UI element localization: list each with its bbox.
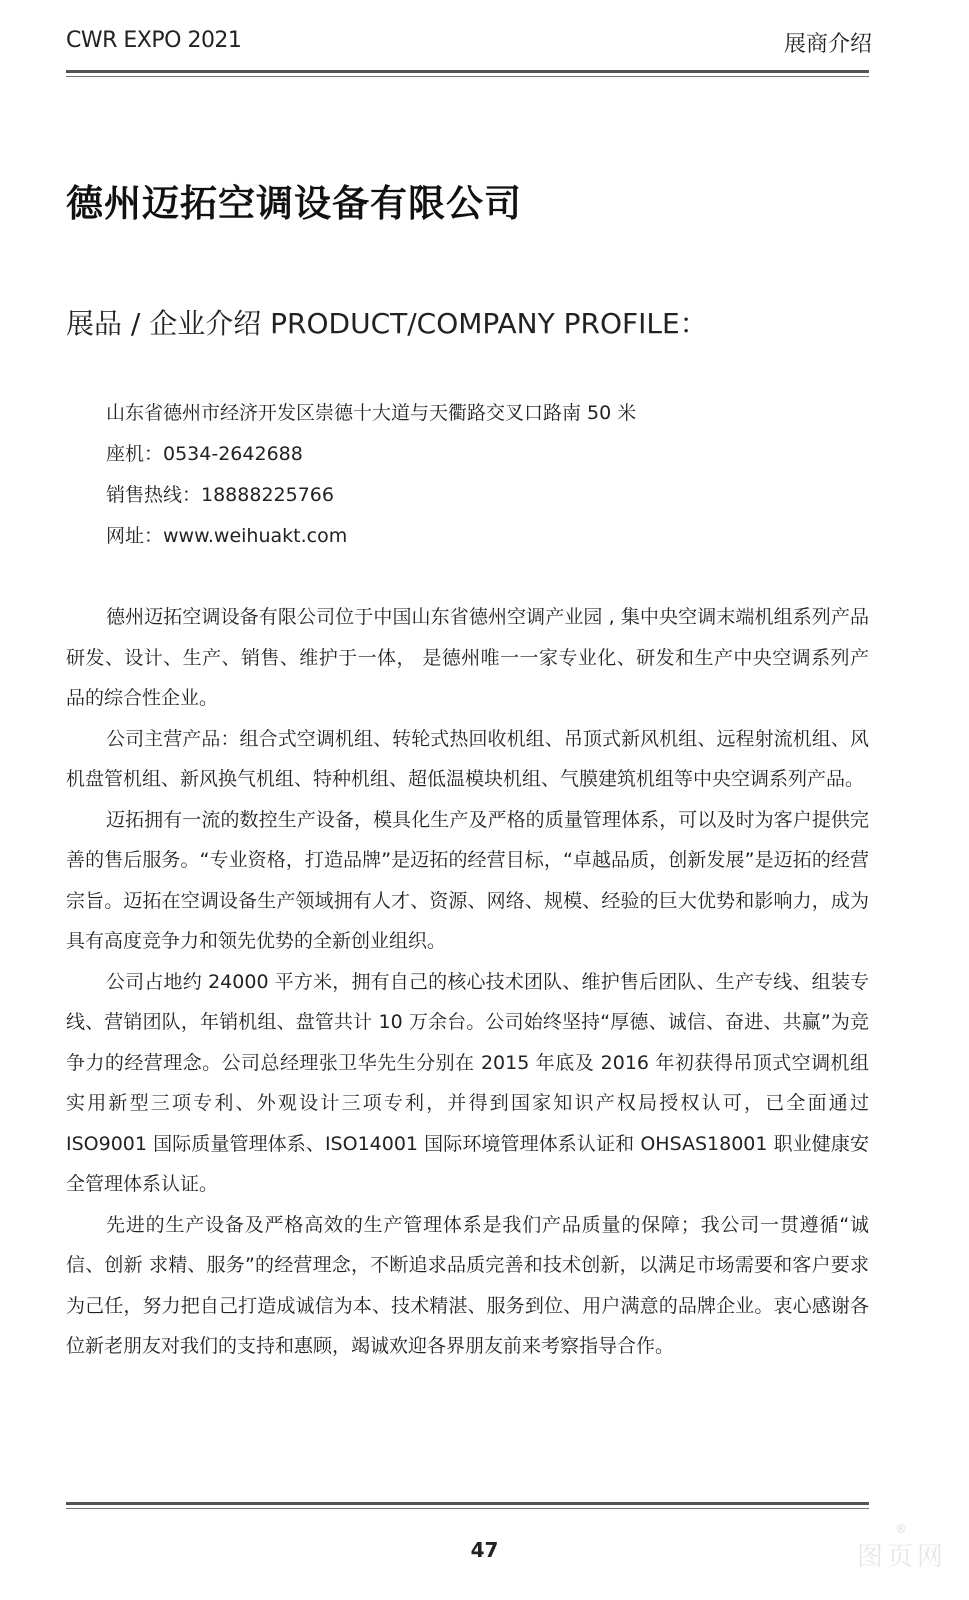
profile-paragraph: 先进的生产设备及严格高效的生产管理体系是我们产品质量的保障；我公司一贯遵循“诚信、创新 求精、服务”的经营理念，不断追求品质完善和技术创新，以满足市场需要和客户要求为己任，努力把自己打造成诚信为本、技术精湛、服务到位、用户满意的品牌企业。衷心感谢各位新老朋友对我们的支持和惠顾，竭诚欢迎各界朋友前来考察指导合作。 bbox=[66, 1213, 869, 1357]
profile-paragraph: 公司主营产品：组合式空调机组、转轮式热回收机组、吊顶式新风机组、远程射流机组、风机盘管机组、新风换气机组、特种机组、超低温模块机组、气膜建筑机组等中央空调系列产品。 bbox=[66, 727, 869, 790]
page-number: 47 bbox=[470, 1538, 499, 1562]
watermark-registered-mark: ® bbox=[895, 1522, 907, 1536]
profile-paragraph: 公司占地约 24000 平方米，拥有自己的核心技术团队、维护售后团队、生产专线、组装专线、营销团队，年销机组、盘管共计 10 万余台。公司始终坚持“厚德、诚信、奋进、共赢”为竞争力的经营理念。公司总经理张卫华先生分别在 2015 年底及 2016 年初获得吊顶式空调机组实用新型三项专利、外观设计三项专利，并得到国家知识产权局授权认可，已全面通过 ISO9001 国际质量管理体系、ISO14001 国际环境管理体系认证和 OHSAS18001 职业健康安全管理体系认证。 bbox=[66, 970, 869, 1195]
profile-paragraph: 德州迈拓空调设备有限公司位于中国山东省德州空调产业园 , 集中央空调末端机组系列产品研发、设计、生产、销售、维护于一体， 是德州唯一一家专业化、研发和生产中央空调系列产品的综合性企业。 bbox=[66, 606, 869, 709]
section-title: 展品 / 企业介绍 PRODUCT/COMPANY PROFILE： bbox=[66, 307, 708, 340]
watermark-logo: 图页网 bbox=[856, 1542, 947, 1572]
footer-divider-thin bbox=[66, 1508, 869, 1509]
contact-sales-hotline: 销售热线：18888225766 bbox=[106, 484, 334, 506]
contact-phone: 座机：0534-2642688 bbox=[106, 443, 303, 465]
header-divider bbox=[66, 70, 869, 73]
contact-info bbox=[106, 394, 636, 558]
profile-paragraph: 迈拓拥有一流的数控生产设备，模具化生产及严格的质量管理体系，可以及时为客户提供完善的售后服务。“专业资格，打造品牌”是迈拓的经营目标，“卓越品质，创新发展”是迈拓的经营宗旨。迈拓在空调设备生产领域拥有人才、资源、网络、规模、经验的巨大优势和影响力，成为具有高度竞争力和领先优势的全新创业组织。 bbox=[66, 808, 869, 952]
header-divider-thin bbox=[66, 76, 869, 77]
footer-divider bbox=[66, 1502, 869, 1505]
header-section-label: 展商介绍 bbox=[783, 32, 872, 57]
company-name: 德州迈拓空调设备有限公司 bbox=[66, 182, 522, 225]
contact-address: 山东省德州市经济开发区崇德十大道与天衢路交叉口路南 50 米 bbox=[106, 402, 637, 424]
contact-website: 网址：www.weihuakt.com bbox=[106, 525, 348, 547]
company-profile-body bbox=[66, 597, 869, 1367]
header-expo-title: CWR EXPO 2021 bbox=[66, 28, 242, 53]
